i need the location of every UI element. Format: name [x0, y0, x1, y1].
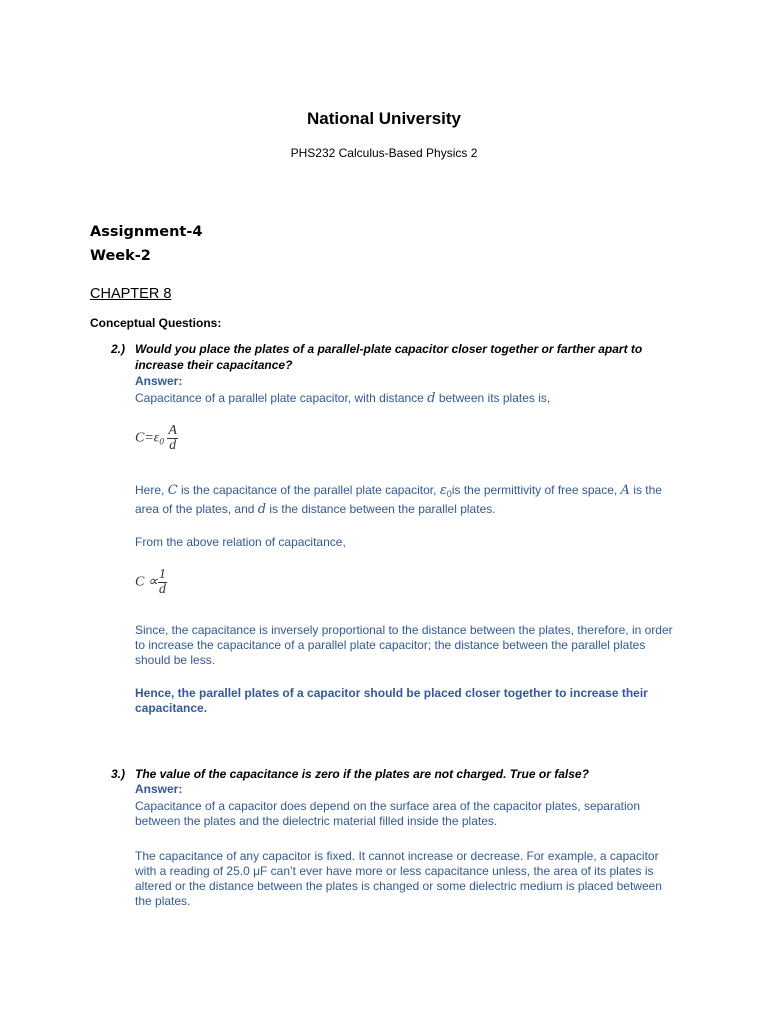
q2-conclusion: Hence, the parallel plates of a capacitor should be placed closer together to increase their capacitance.	[135, 686, 648, 715]
eq2-proportional: ∝	[147, 574, 158, 590]
eq1-epsilon: ε	[153, 430, 160, 446]
eq2-lhs: C	[135, 574, 145, 590]
course-title: PHS232 Calculus-Based Physics 2	[290, 146, 478, 160]
here-text-4: is the area of the plates, and	[135, 483, 662, 516]
chapter-heading: CHAPTER 8	[90, 286, 172, 302]
eq2-denominator: d	[158, 582, 166, 597]
capacitance-equation	[135, 424, 178, 453]
q2-since-paragraph: Since, the capacitance is inversely proportional to the distance between the plates, therefore, in order to increase the capacitance of a parallel plate capacitor; the distance between the parallel plates should be less.	[135, 623, 673, 667]
question-3-text: The value of the capacitance is zero if the plates are not charged. True or false?	[135, 767, 589, 781]
eq1-fraction	[167, 424, 178, 453]
eq1-denominator: d	[169, 438, 177, 453]
eq1-lhs: C	[135, 430, 145, 446]
eq1-numerator: A	[168, 423, 177, 438]
assignment-heading	[90, 220, 202, 268]
here-text-1: Here,	[135, 483, 168, 497]
q2-intro-var: d	[427, 391, 436, 406]
eq2-fraction	[158, 568, 167, 597]
q2-intro-before: Capacitance of a parallel plate capacitor, with distance	[135, 391, 428, 405]
here-epsilon-subscript: 0	[446, 489, 452, 499]
q2-intro	[135, 391, 680, 406]
q2-intro-after: between its plates is,	[435, 391, 551, 405]
eq1-equals: =	[144, 430, 154, 446]
here-text-5: is the distance between the parallel plates.	[266, 502, 496, 516]
question-2-text: Would you place the plates of a parallel-plate capacitor closer together or farther apart to increase their capacitance?	[135, 342, 643, 372]
assignment-title: Assignment-4	[90, 224, 203, 240]
here-var-d: d	[257, 502, 267, 517]
question-2-number: 2.)	[111, 342, 126, 356]
q3-paragraph-1: Capacitance of a capacitor does depend on the surface area of the capacitor plates, separation between the plates and the dielectric material filled inside the plates.	[135, 799, 640, 828]
proportionality-equation	[135, 568, 167, 597]
q3-paragraph-2: The capacitance of any capacitor is fixed. It cannot increase or decrease. For example, a capacitor with a reading of 25.0 μF can’t ever have more or less capacitance unless, the area of its plates is altered or the distance between the plates is changed or some dielectric medium is placed between the plates.	[135, 849, 662, 908]
question-3-answer-label: Answer:	[135, 782, 183, 796]
question-3-number: 3.)	[111, 767, 126, 781]
q2-here-paragraph	[135, 483, 680, 517]
here-var-c: C	[167, 483, 178, 498]
university-title: National University	[307, 109, 461, 128]
question-2-answer-label: Answer:	[135, 374, 183, 388]
here-text-2: is the capacitance of the parallel plate capacitor,	[177, 483, 440, 497]
here-text-3: is the permittivity of free space,	[451, 483, 621, 497]
eq2-numerator: 1	[158, 567, 166, 582]
here-var-epsilon: ε	[439, 483, 447, 498]
eq1-subscript: 0	[159, 436, 164, 447]
q2-from-relation: From the above relation of capacitance,	[135, 535, 346, 549]
section-label: Conceptual Questions:	[90, 316, 222, 330]
here-var-a: A	[620, 483, 630, 498]
week-label: Week-2	[90, 248, 151, 264]
